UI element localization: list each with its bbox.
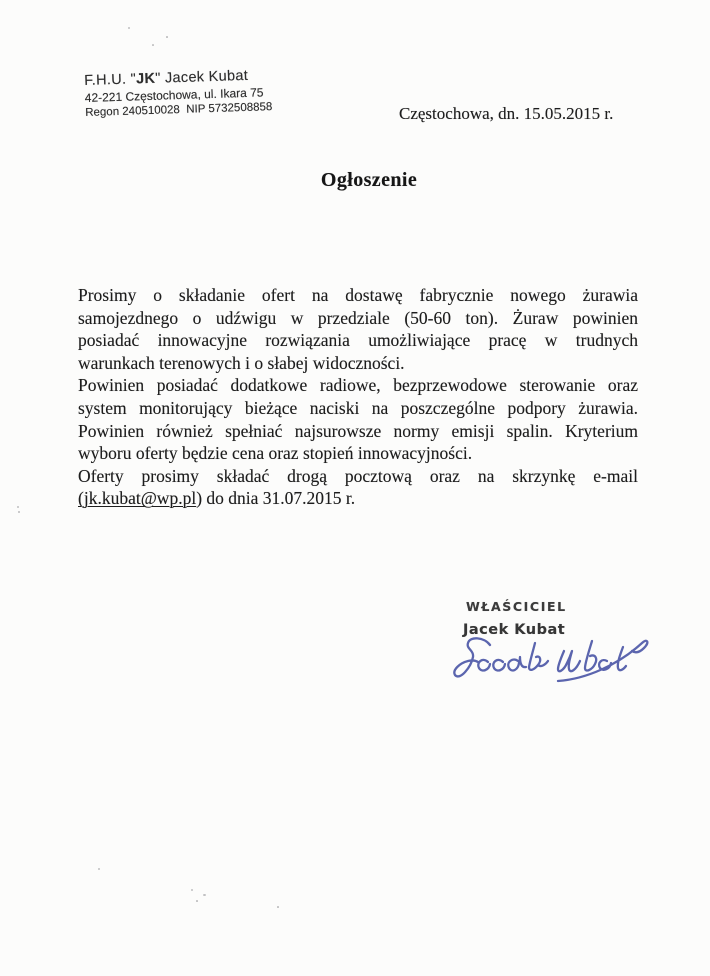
body-line-with-email: [78, 487, 638, 510]
email-underline: [78, 488, 196, 508]
signature-second-word-stroke: [558, 651, 580, 671]
document-title: Ogłoszenie: [320, 169, 418, 191]
signature-first-word-stroke: [508, 657, 526, 670]
company-name-suffix: " Jacek Kubat: [154, 67, 249, 87]
signer-name: Jacek Kubat: [463, 622, 566, 638]
body-line: system monitorujący bieżące naciski na poszczególne podpory żurawia.: [78, 397, 638, 418]
company-stamp: [84, 67, 273, 119]
scan-speck: [152, 44, 154, 46]
scan-speck: [18, 511, 20, 513]
scan-speck: [277, 906, 279, 908]
company-registration: Regon 240510028 NIP 5732508858: [85, 101, 273, 119]
body-line: posiadać innowacyjne rozwiązania umożliwiające pracę w trudnych: [78, 330, 638, 351]
deadline-text: ) do dnia 31.07.2015 r.: [196, 488, 356, 509]
body-line: Powinien również spełniać najsurowsze normy emisji spalin. Kryterium: [78, 420, 638, 441]
letter-body: [78, 284, 638, 510]
email-address: jk.kubat@wp.pl: [83, 488, 197, 509]
signature-second-word-stroke: [585, 641, 596, 671]
scan-speck: [203, 894, 206, 896]
signer-role: WŁAŚCICIEL: [466, 599, 567, 614]
dateline: Częstochowa, dn. 15.05.2015 r.: [399, 104, 614, 123]
body-line: Oferty prosimy składać drogą pocztową oraz na skrzynkę e-mail: [78, 465, 638, 486]
company-initials: JK: [135, 70, 156, 88]
signature-first-word-stroke: [529, 643, 548, 670]
email-open-paren: (: [78, 488, 84, 509]
scan-speck: [166, 36, 168, 38]
body-line: warunkach terenowych i o słabej widoczności.: [78, 352, 405, 373]
scan-speck: [128, 27, 130, 29]
company-name-prefix: F.H.U. ": [84, 71, 137, 89]
signature-first-word-stroke: [493, 660, 505, 671]
body-line: Prosimy o składanie ofert na dostawę fabrycznie nowego żurawia: [78, 285, 638, 305]
body-line: wyboru oferty będzie cena oraz stopień innowacyjności.: [78, 443, 473, 464]
body-line: Powinien posiadać dodatkowe radiowe, bezprzewodowe sterowanie oraz: [78, 375, 638, 396]
scan-speck: [98, 868, 100, 870]
company-address: 42-221 Częstochowa, ul. Ikara 75: [84, 85, 264, 105]
handwritten-signature-icon: [446, 629, 658, 701]
scan-speck: [196, 900, 198, 902]
scan-speck: [17, 506, 19, 508]
signature-first-word-stroke: [478, 660, 490, 671]
body-line: samojezdnego o udźwigu w przedziale (50-60 ton). Żuraw powinien: [78, 307, 638, 328]
scan-speck: [191, 889, 193, 891]
signature-strokes: [454, 638, 647, 681]
